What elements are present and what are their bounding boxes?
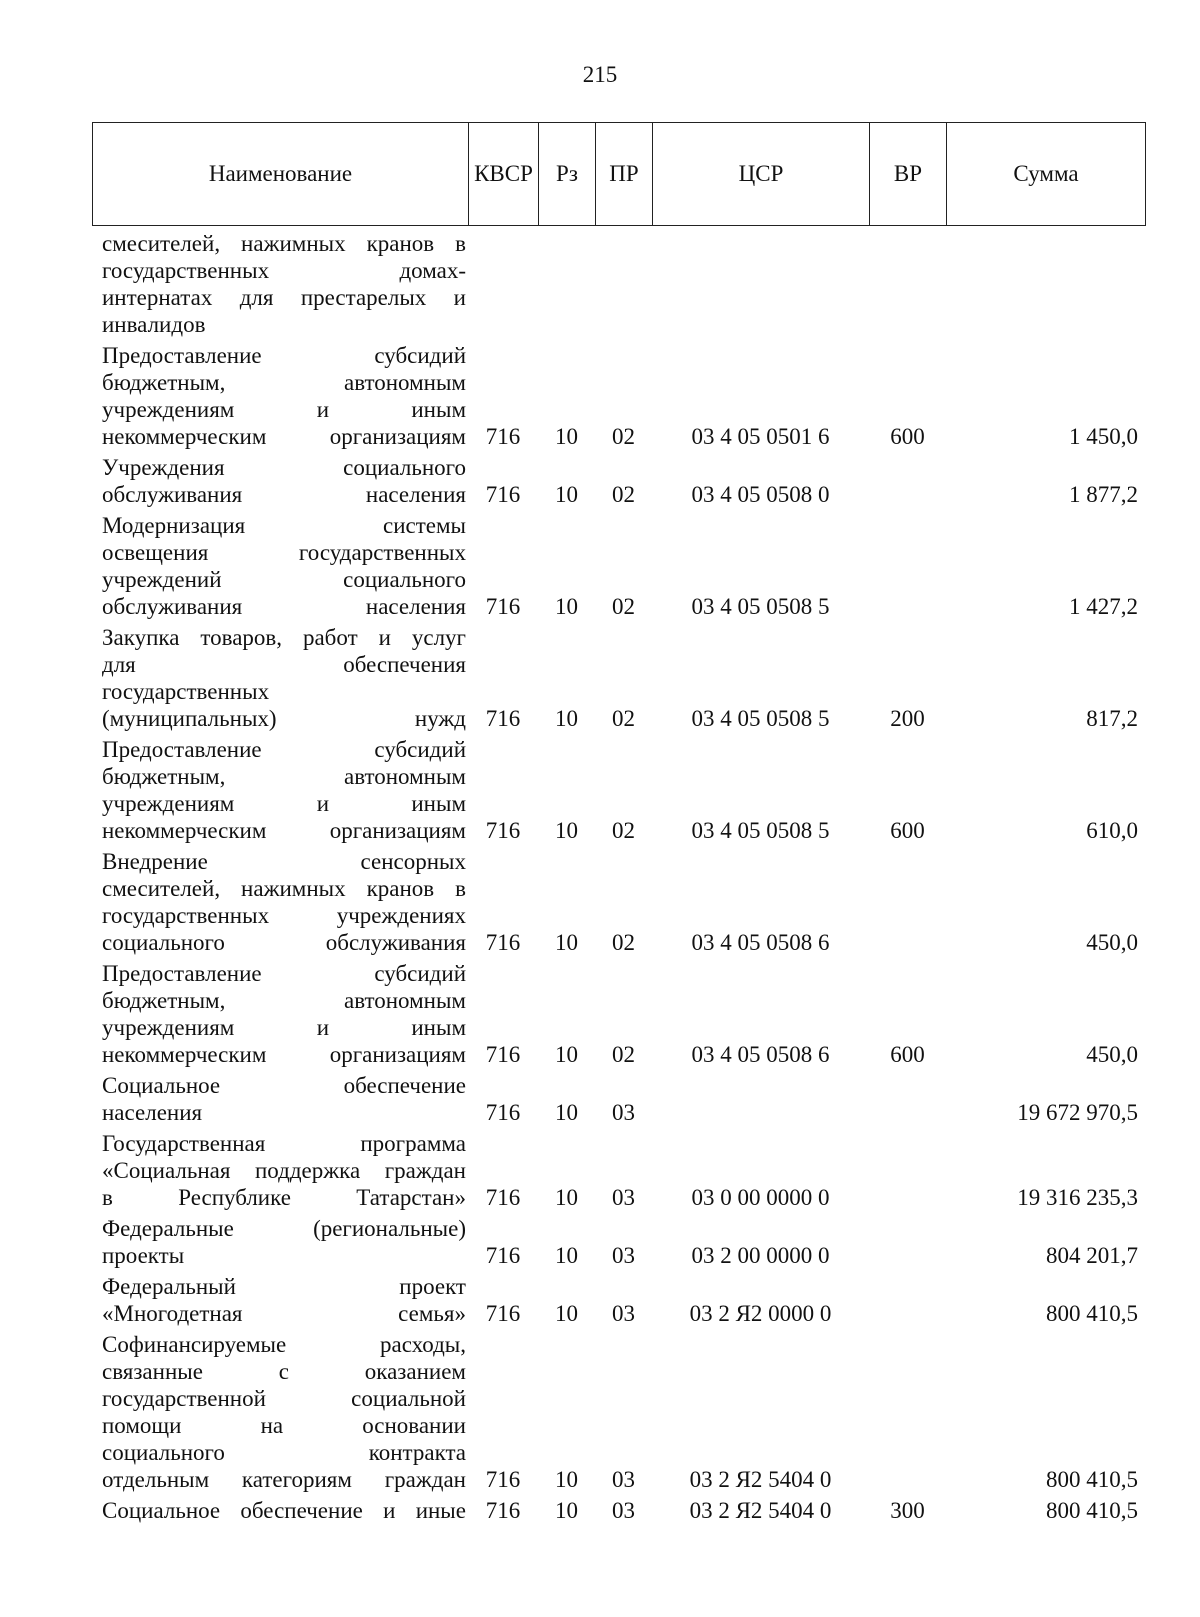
- name-line: [102, 539, 466, 566]
- table-row: [92, 1497, 1146, 1524]
- cell-csr: 03 2 00 0000 0: [691, 1243, 830, 1268]
- header-csr: ЦСР: [653, 123, 870, 225]
- name-word: нужд: [414, 706, 466, 731]
- name-word: социального: [343, 455, 466, 480]
- name-word: в: [455, 231, 466, 256]
- cell-sum: 19 316 235,3: [1017, 1185, 1138, 1210]
- name-word: граждан: [384, 1467, 466, 1492]
- name-word: иным: [411, 1015, 466, 1040]
- cell-kvsr: 716: [485, 1243, 521, 1268]
- cell-sum: 800 410,5: [1046, 1467, 1138, 1492]
- name-word: учреждениям: [102, 791, 235, 816]
- name-line: [102, 1184, 466, 1211]
- name-word: (региональные): [313, 1216, 466, 1241]
- table-header: [92, 122, 1146, 226]
- name-word: сенсорных: [360, 849, 466, 874]
- name-word: Татарстан»: [356, 1185, 466, 1210]
- name-line: [102, 902, 466, 929]
- name-word: учреждений: [102, 567, 222, 592]
- name-word: помощи: [102, 1413, 182, 1438]
- cell-kvsr: 716: [485, 594, 521, 619]
- name-line: [102, 423, 466, 450]
- name-line: [102, 311, 466, 338]
- name-line: [102, 396, 466, 423]
- name-line: [102, 960, 466, 987]
- table-row: [92, 624, 1146, 732]
- table-row: [92, 454, 1146, 508]
- name-word: в: [102, 1185, 113, 1210]
- cell-sum: 1 877,2: [1069, 482, 1138, 507]
- name-line: [102, 257, 466, 284]
- cell-csr: 03 2 Я2 0000 0: [689, 1301, 832, 1326]
- name-word: государственных: [102, 903, 270, 928]
- table-row: [92, 848, 1146, 956]
- name-word: работ: [302, 625, 358, 650]
- name-line: [102, 1439, 466, 1466]
- name-line: [102, 481, 466, 508]
- name-word: интернатах: [102, 285, 213, 310]
- cell-rz: 10: [555, 482, 578, 507]
- name-line: [102, 1130, 466, 1157]
- row-name: [92, 960, 468, 1068]
- name-word: некоммерческим: [102, 1042, 267, 1067]
- header-kvsr: КВСР: [469, 123, 539, 225]
- cell-sum: 800 410,5: [1046, 1498, 1138, 1523]
- name-word: поддержка: [254, 1158, 361, 1183]
- name-line: [102, 1497, 466, 1524]
- name-line: [102, 1385, 466, 1412]
- name-line: [102, 512, 466, 539]
- cell-rz: 10: [555, 706, 578, 731]
- cell-rz: 10: [555, 424, 578, 449]
- cell-csr: 03 4 05 0508 5: [691, 706, 830, 731]
- cell-pr: 03: [612, 1243, 635, 1268]
- cell-csr: 03 4 05 0508 0: [691, 482, 830, 507]
- cell-pr: 03: [612, 1467, 635, 1492]
- name-line: [102, 1412, 466, 1439]
- name-word: бюджетным,: [102, 988, 226, 1013]
- name-word: Софинансируемые: [102, 1332, 287, 1357]
- name-word: Социальное: [102, 1498, 221, 1523]
- name-line: [102, 230, 466, 257]
- table-row: [92, 960, 1146, 1068]
- name-word: Государственная: [102, 1131, 266, 1156]
- cell-sum: 1 450,0: [1069, 424, 1138, 449]
- name-line: [102, 1273, 466, 1300]
- name-word: субсидий: [374, 343, 466, 368]
- name-word: расходы,: [380, 1332, 466, 1357]
- cell-vr: 600: [890, 424, 925, 449]
- table-row: [92, 512, 1146, 620]
- name-word: с: [278, 1359, 289, 1384]
- name-word: учреждениях: [336, 903, 466, 928]
- name-word: и: [383, 1498, 396, 1523]
- cell-vr: 300: [890, 1498, 925, 1523]
- cell-rz: 10: [555, 1498, 578, 1523]
- name-line: [102, 651, 466, 678]
- cell-kvsr: 716: [485, 1467, 521, 1492]
- name-word: Республике: [178, 1185, 291, 1210]
- name-word: населения: [102, 1100, 203, 1125]
- name-word: в: [455, 876, 466, 901]
- cell-sum: 817,2: [1086, 706, 1138, 731]
- name-word: автономным: [344, 370, 466, 395]
- name-line: [102, 929, 466, 956]
- name-line: [102, 678, 466, 705]
- name-word: инвалидов: [102, 312, 206, 337]
- name-word: государственной: [102, 1386, 266, 1411]
- name-word: Внедрение: [102, 849, 208, 874]
- row-name: [92, 230, 468, 338]
- row-name: [92, 512, 468, 620]
- name-word: субсидий: [374, 737, 466, 762]
- table-row: [92, 1130, 1146, 1211]
- name-word: «Социальная: [102, 1158, 231, 1183]
- name-word: государственных: [298, 540, 466, 565]
- name-line: [102, 342, 466, 369]
- name-line: [102, 1072, 466, 1099]
- name-word: некоммерческим: [102, 424, 267, 449]
- name-word: организациям: [329, 1042, 466, 1067]
- name-word: освещения: [102, 540, 209, 565]
- row-name: [92, 342, 468, 450]
- row-name: [92, 1072, 468, 1126]
- name-word: государственных: [102, 258, 270, 283]
- row-name: [92, 1331, 468, 1493]
- cell-rz: 10: [555, 818, 578, 843]
- page-number: 215: [582, 62, 618, 87]
- cell-rz: 10: [555, 1100, 578, 1125]
- name-line: [102, 848, 466, 875]
- name-line: [102, 763, 466, 790]
- cell-rz: 10: [555, 594, 578, 619]
- cell-pr: 02: [612, 706, 635, 731]
- name-line: [102, 284, 466, 311]
- name-word: Предоставление: [102, 737, 262, 762]
- name-word: Модернизация: [102, 513, 246, 538]
- name-word: для: [102, 652, 136, 677]
- name-word: некоммерческим: [102, 818, 267, 843]
- cell-pr: 02: [612, 818, 635, 843]
- cell-pr: 02: [612, 930, 635, 955]
- name-word: кранов: [366, 231, 435, 256]
- name-word: автономным: [344, 764, 466, 789]
- name-line: [102, 1242, 466, 1269]
- name-word: Федеральный: [102, 1274, 236, 1299]
- table-body: [92, 230, 1146, 1528]
- name-line: [102, 1358, 466, 1385]
- name-word: категориям: [241, 1467, 352, 1492]
- row-name: [92, 624, 468, 732]
- cell-kvsr: 716: [485, 1498, 521, 1523]
- name-word: кранов: [366, 876, 435, 901]
- cell-sum: 19 672 970,5: [1017, 1100, 1138, 1125]
- name-word: обеспечение: [343, 1073, 466, 1098]
- name-word: услуг: [411, 625, 466, 650]
- cell-csr: 03 0 00 0000 0: [691, 1185, 830, 1210]
- name-word: населения: [365, 594, 466, 619]
- name-word: и: [316, 397, 330, 422]
- name-line: [102, 1099, 466, 1126]
- name-word: и: [316, 791, 330, 816]
- name-line: [102, 790, 466, 817]
- name-word: социальной: [351, 1386, 466, 1411]
- row-name: [92, 1130, 468, 1211]
- cell-pr: 02: [612, 1042, 635, 1067]
- name-line: [102, 705, 466, 732]
- name-line: [102, 987, 466, 1014]
- name-line: [102, 369, 466, 396]
- cell-pr: 03: [612, 1185, 635, 1210]
- row-name: [92, 1215, 468, 1269]
- name-line: [102, 736, 466, 763]
- cell-pr: 03: [612, 1498, 635, 1523]
- name-line: [102, 1466, 466, 1493]
- cell-csr: 03 4 05 0508 5: [691, 818, 830, 843]
- cell-kvsr: 716: [485, 424, 521, 449]
- cell-kvsr: 716: [485, 930, 521, 955]
- header-pr: ПР: [596, 123, 653, 225]
- table-row: [92, 342, 1146, 450]
- row-name: [92, 1497, 468, 1524]
- name-word: социального: [102, 1440, 225, 1465]
- name-word: граждан: [384, 1158, 466, 1183]
- cell-kvsr: 716: [485, 1185, 521, 1210]
- cell-rz: 10: [555, 930, 578, 955]
- name-word: социального: [102, 930, 225, 955]
- name-line: [102, 1014, 466, 1041]
- row-name: [92, 848, 468, 956]
- name-word: и: [378, 625, 391, 650]
- table-row: [92, 230, 1146, 338]
- cell-kvsr: 716: [485, 1100, 521, 1125]
- cell-kvsr: 716: [485, 1042, 521, 1067]
- name-line: [102, 624, 466, 651]
- name-word: отдельным: [102, 1467, 210, 1492]
- name-word: нажимных: [241, 231, 346, 256]
- name-word: автономным: [344, 988, 466, 1013]
- name-word: престарелых: [300, 285, 427, 310]
- cell-rz: 10: [555, 1243, 578, 1268]
- cell-vr: 200: [890, 706, 925, 731]
- name-word: связанные: [102, 1359, 203, 1384]
- cell-csr: 03 4 05 0508 6: [691, 930, 830, 955]
- cell-pr: 03: [612, 1100, 635, 1125]
- cell-rz: 10: [555, 1042, 578, 1067]
- cell-csr: 03 4 05 0508 6: [691, 1042, 830, 1067]
- name-line: [102, 593, 466, 620]
- header-vr: ВР: [870, 123, 947, 225]
- name-word: товаров,: [200, 625, 283, 650]
- cell-vr: 600: [890, 1042, 925, 1067]
- name-word: домах-: [399, 258, 466, 283]
- name-word: Учреждения: [102, 455, 225, 480]
- cell-sum: 1 427,2: [1069, 594, 1138, 619]
- name-word: Социальное: [102, 1073, 221, 1098]
- cell-rz: 10: [555, 1301, 578, 1326]
- name-word: социального: [343, 567, 466, 592]
- cell-csr: 03 2 Я2 5404 0: [689, 1467, 832, 1492]
- name-word: программа: [360, 1131, 466, 1156]
- name-word: смесителей,: [102, 231, 221, 256]
- name-word: обеспечения: [343, 652, 466, 677]
- name-word: и: [316, 1015, 330, 1040]
- cell-sum: 800 410,5: [1046, 1301, 1138, 1326]
- name-line: [102, 1331, 466, 1358]
- table-row: [92, 736, 1146, 844]
- cell-sum: 610,0: [1086, 818, 1138, 843]
- cell-pr: 02: [612, 594, 635, 619]
- name-word: населения: [365, 482, 466, 507]
- name-word: Федеральные: [102, 1216, 234, 1241]
- name-word: обеспечение: [240, 1498, 363, 1523]
- name-word: основании: [362, 1413, 466, 1438]
- cell-csr: 03 2 Я2 5404 0: [689, 1498, 832, 1523]
- header-rz: Рз: [539, 123, 596, 225]
- name-word: (муниципальных): [102, 706, 277, 731]
- name-line: [102, 1300, 466, 1327]
- table-row: [92, 1072, 1146, 1126]
- table-row: [92, 1273, 1146, 1327]
- name-word: семья»: [398, 1301, 466, 1326]
- cell-pr: 02: [612, 424, 635, 449]
- name-word: обслуживания: [102, 594, 243, 619]
- cell-kvsr: 716: [485, 1301, 521, 1326]
- name-line: [102, 566, 466, 593]
- name-word: для: [239, 285, 274, 310]
- name-word: субсидий: [374, 961, 466, 986]
- name-word: иным: [411, 791, 466, 816]
- name-word: проект: [399, 1274, 466, 1299]
- name-word: смесителей,: [102, 876, 221, 901]
- cell-pr: 02: [612, 482, 635, 507]
- name-word: оказанием: [364, 1359, 466, 1384]
- cell-sum: 450,0: [1086, 930, 1138, 955]
- name-word: нажимных: [241, 876, 346, 901]
- cell-vr: 600: [890, 818, 925, 843]
- cell-kvsr: 716: [485, 706, 521, 731]
- name-word: Предоставление: [102, 961, 262, 986]
- cell-csr: 03 4 05 0508 5: [691, 594, 830, 619]
- name-line: [102, 1157, 466, 1184]
- cell-csr: 03 4 05 0501 6: [691, 424, 830, 449]
- name-word: бюджетным,: [102, 764, 226, 789]
- name-line: [102, 1215, 466, 1242]
- name-line: [102, 1041, 466, 1068]
- name-word: контракта: [368, 1440, 466, 1465]
- name-word: обслуживания: [102, 482, 243, 507]
- name-word: иным: [411, 397, 466, 422]
- cell-sum: 450,0: [1086, 1042, 1138, 1067]
- row-name: [92, 736, 468, 844]
- name-line: [102, 454, 466, 481]
- name-word: системы: [383, 513, 466, 538]
- name-line: [102, 817, 466, 844]
- name-word: государственных: [102, 679, 270, 704]
- cell-kvsr: 716: [485, 818, 521, 843]
- name-word: и: [453, 285, 466, 310]
- cell-rz: 10: [555, 1185, 578, 1210]
- name-word: «Многодетная: [102, 1301, 243, 1326]
- name-word: Предоставление: [102, 343, 262, 368]
- name-word: организациям: [329, 818, 466, 843]
- row-name: [92, 454, 468, 508]
- name-word: учреждениям: [102, 397, 235, 422]
- name-word: бюджетным,: [102, 370, 226, 395]
- name-word: на: [260, 1413, 284, 1438]
- name-word: иные: [415, 1498, 466, 1523]
- row-name: [92, 1273, 468, 1327]
- name-line: [102, 875, 466, 902]
- name-word: обслуживания: [325, 930, 466, 955]
- name-word: Закупка: [102, 625, 180, 650]
- cell-rz: 10: [555, 1467, 578, 1492]
- name-word: проекты: [102, 1243, 185, 1268]
- table-row: [92, 1331, 1146, 1493]
- name-word: учреждениям: [102, 1015, 235, 1040]
- cell-kvsr: 716: [485, 482, 521, 507]
- cell-pr: 03: [612, 1301, 635, 1326]
- table-row: [92, 1215, 1146, 1269]
- cell-sum: 804 201,7: [1046, 1243, 1138, 1268]
- header-sum: Сумма: [1013, 161, 1079, 186]
- name-word: организациям: [329, 424, 466, 449]
- header-name: Наименование: [93, 123, 469, 225]
